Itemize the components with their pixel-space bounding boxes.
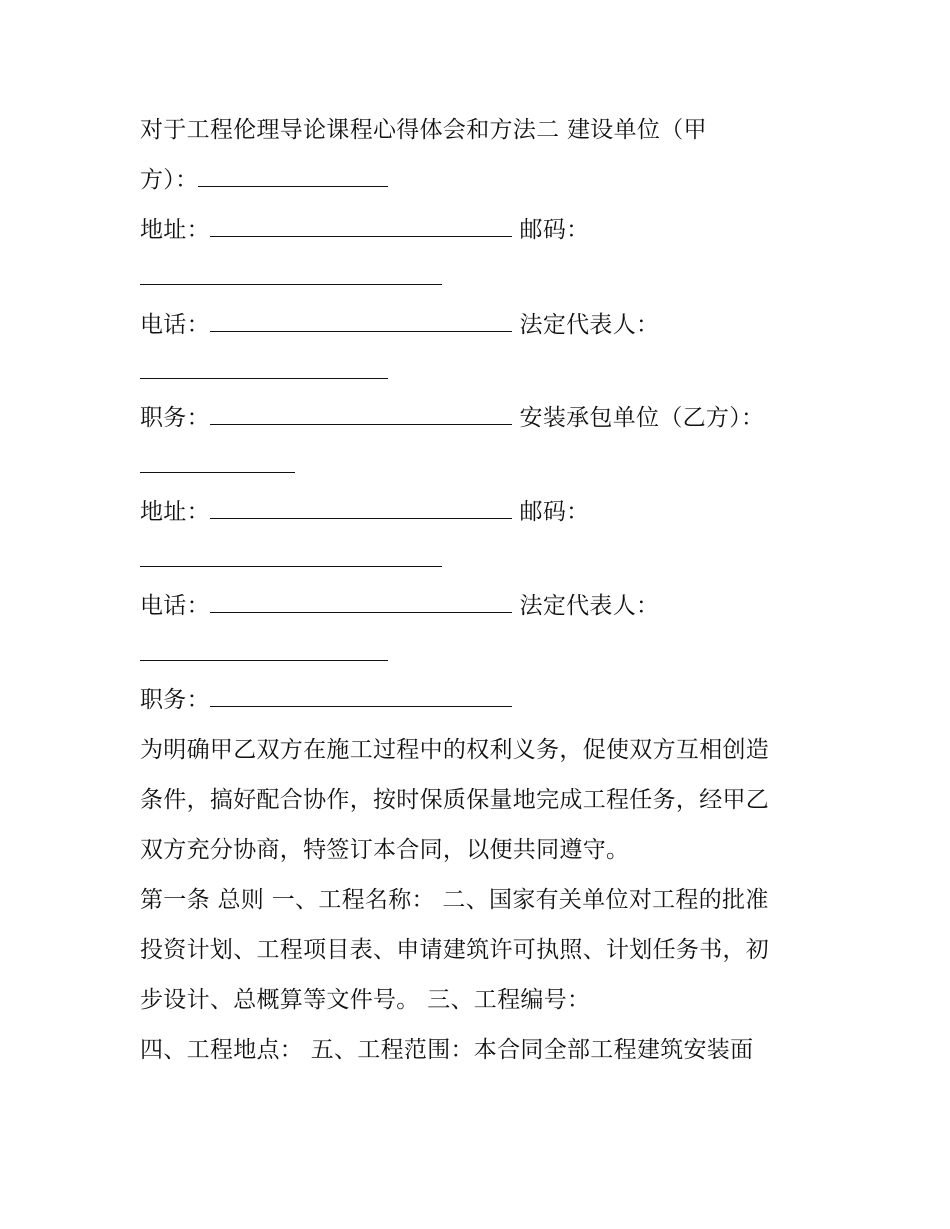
postcode-label: 邮码： [519,499,590,525]
paragraph-line [140,880,769,920]
address-label: 地址： [140,217,210,243]
party-b-address-line [140,492,589,532]
paragraph-text: 为明确甲乙双方在施工过程中的权利义务，促使双方互相创造 [140,737,770,763]
position-label: 职务： [140,405,210,431]
paragraph-line [140,780,769,820]
paragraph-line [140,930,769,970]
paragraph-line [140,730,769,770]
paragraph-line [140,1030,753,1070]
legal-rep-label: 法定代表人： [519,312,660,338]
party-b-phone-line [140,586,659,626]
phone-label: 电话： [140,312,210,338]
title-text: 对于工程伦理导论课程心得体会和方法二 建设单位（甲 [140,117,707,143]
title-line [140,110,707,150]
party-b-label: 安装承包单位（乙方）： [519,405,765,431]
legal-rep-blank [140,378,388,379]
paragraph-line [140,830,629,870]
paragraph-text: 第一条 总则 一、工程名称： 二、国家有关单位对工程的批准 [140,887,769,913]
party-a-label: 方）： [140,167,199,193]
position-blank [210,423,512,425]
party-b-blank [140,472,295,473]
paragraph-text: 步设计、总概算等文件号。 三、工程编号： [140,987,591,1013]
paragraph-text: 投资计划、工程项目表、申请建筑许可执照、计划任务书，初 [140,937,770,963]
party-b-position-line [140,680,512,720]
address-label: 地址： [140,499,210,525]
phone-label: 电话： [140,593,210,619]
phone-blank [210,611,512,613]
paragraph-text: 双方充分协商，特签订本合同，以便共同遵守。 [140,837,630,863]
address-blank [210,517,512,519]
position-blank [210,705,512,707]
address-blank [210,235,512,237]
party-a-phone-line [140,305,659,345]
paragraph-text: 条件，搞好配合协作，按时保质保量地完成工程任务，经甲乙 [140,787,770,813]
party-a-blank [198,185,388,187]
postcode-blank [140,284,442,285]
paragraph-line [140,980,590,1020]
paragraph-text: 四、工程地点： 五、工程范围：本合同全部工程建筑安装面 [140,1037,754,1063]
party-a-address-line [140,210,589,250]
party-a-line [140,160,388,200]
party-a-position-line [140,398,764,438]
position-label: 职务： [140,687,210,713]
phone-blank [210,330,512,332]
legal-rep-label: 法定代表人： [519,593,660,619]
postcode-label: 邮码： [519,217,590,243]
legal-rep-blank [140,660,388,661]
postcode-blank [140,566,442,567]
